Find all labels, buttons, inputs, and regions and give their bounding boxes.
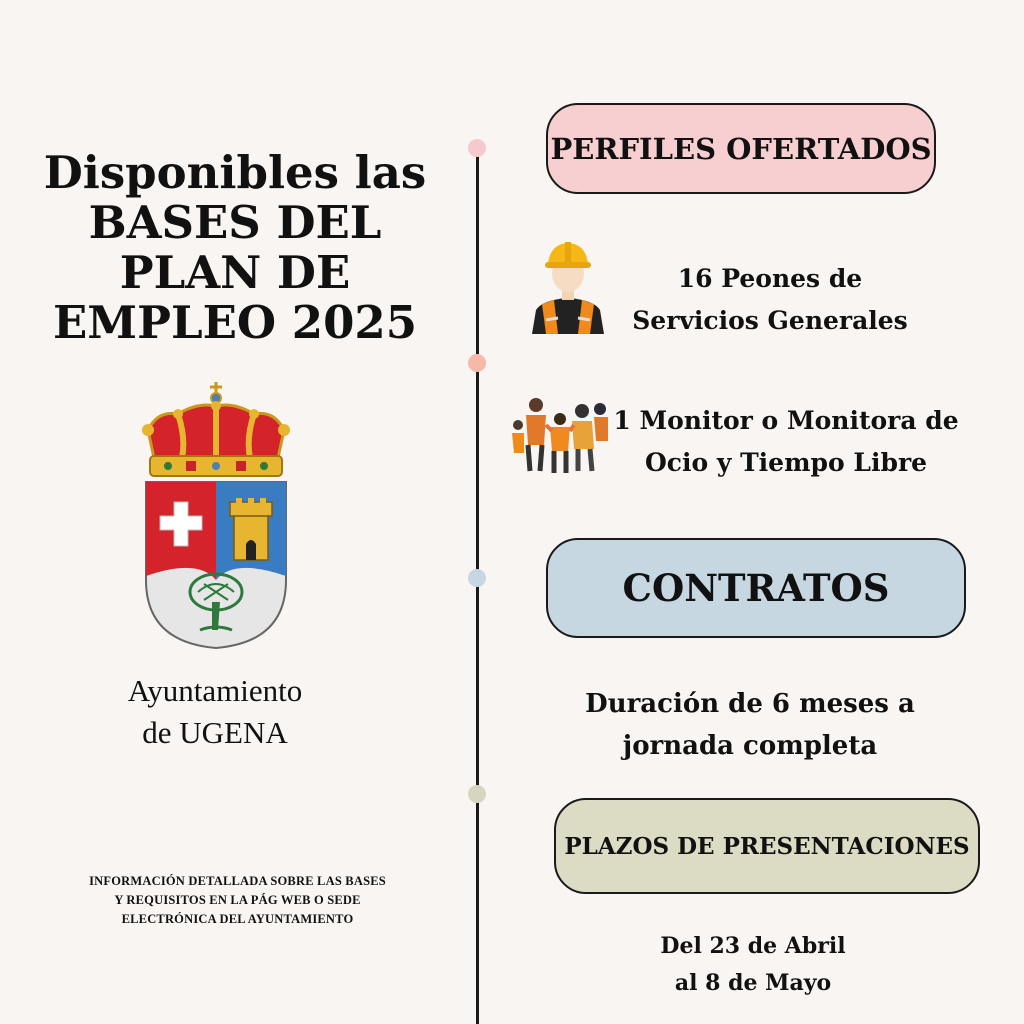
- plazos-line-2: al 8 de Mayo: [674, 970, 832, 996]
- title-line-4: EMPLEO 2025: [53, 296, 417, 349]
- contratos-heading: CONTRATOS: [546, 538, 966, 638]
- shield-icon: [146, 482, 286, 648]
- crown-icon: [142, 382, 290, 476]
- profile-monitor-line-1: 1 Monitor o Monitora de: [613, 406, 959, 435]
- plazos-heading: PLAZOS DE PRESENTACIONES: [554, 798, 980, 894]
- timeline-dot-item: [468, 354, 486, 372]
- construction-worker-icon: [528, 238, 608, 334]
- profile-peones-line-1: 16 Peones de: [677, 264, 863, 293]
- organization-line-2: de UGENA: [142, 715, 288, 750]
- info-line-1: INFORMACIÓN DETALLADA SOBRE LAS BASES: [89, 874, 386, 888]
- plazos-line-1: Del 23 de Abril: [660, 933, 846, 959]
- timeline-dot-contratos: [468, 569, 486, 587]
- timeline-dot-perfiles: [468, 139, 486, 157]
- organization-line-1: Ayuntamiento: [127, 673, 303, 708]
- page-title: [30, 148, 440, 348]
- timeline-dot-plazos: [468, 785, 486, 803]
- perfiles-heading: PERFILES OFERTADOS: [546, 103, 936, 194]
- group-activity-icon: [510, 395, 610, 477]
- organization-name: [60, 670, 370, 754]
- contratos-line-2: jornada completa: [622, 731, 878, 761]
- profile-item-monitor: [606, 400, 966, 484]
- profile-item-peones: [610, 258, 930, 342]
- contratos-line-1: Duración de 6 meses a: [585, 689, 915, 719]
- title-line-1: Disponibles las: [43, 146, 427, 199]
- title-line-3: PLAN DE: [119, 246, 351, 299]
- profile-peones-line-2: Servicios Generales: [632, 306, 908, 335]
- contratos-detail: [570, 683, 930, 767]
- info-line-3: ELECTRÓNICA DEL AYUNTAMIENTO: [121, 912, 354, 926]
- info-line-2: Y REQUISITOS EN LA PÁG WEB O SEDE: [114, 893, 361, 907]
- title-line-2: BASES DEL: [88, 196, 382, 249]
- info-note: [40, 872, 435, 929]
- plazos-detail: [630, 928, 876, 1002]
- profile-monitor-line-2: Ocio y Tiempo Libre: [644, 448, 928, 477]
- coat-of-arms-icon: [138, 380, 294, 652]
